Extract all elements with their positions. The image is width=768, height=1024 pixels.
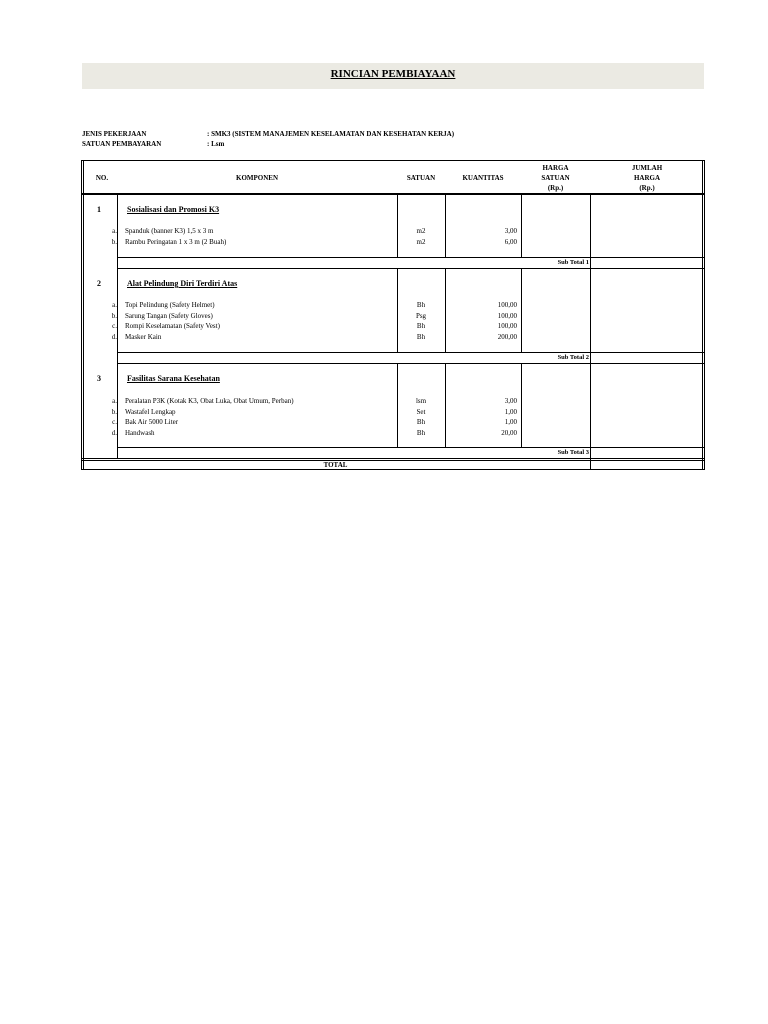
header-komponen: KOMPONEN	[236, 174, 278, 182]
column-rule	[117, 257, 118, 268]
column-rule	[397, 194, 398, 257]
section-number: 3	[97, 374, 101, 383]
meta-label: JENIS PEKERJAAN	[82, 130, 147, 138]
column-rule	[590, 352, 591, 363]
table-border-left	[81, 160, 82, 470]
column-rule	[117, 194, 118, 257]
column-rule	[117, 447, 118, 458]
item-qty: 3,00	[504, 397, 517, 405]
subtotal-rule-bottom	[117, 268, 704, 269]
item-unit: Bh	[416, 428, 426, 437]
column-rule	[590, 363, 591, 447]
total-label: TOTAL	[323, 461, 348, 469]
item-name: Rompi Keselamatan (Safety Vest)	[125, 322, 220, 330]
item-letter: a.	[112, 397, 117, 405]
header-harga-satuan: HARGA	[542, 164, 569, 172]
subtotal-label: Sub Total 1	[557, 259, 589, 266]
item-unit: Bh	[416, 322, 426, 330]
item-qty: 1,00	[504, 418, 517, 426]
column-rule	[521, 194, 522, 257]
header-jumlah-harga: JUMLAH	[631, 164, 663, 172]
item-unit: Psg	[415, 311, 427, 320]
meta-value: : SMK3 (SISTEM MANAJEMEN KESELAMATAN DAN KESEHATAN KERJA)	[207, 130, 455, 138]
column-rule	[590, 257, 591, 268]
header-jumlah-harga: (Rp.)	[639, 184, 655, 192]
item-name: Handwash	[125, 428, 155, 437]
header-kuantitas: KUANTITAS	[462, 174, 504, 182]
item-unit: Bh	[416, 418, 426, 426]
column-rule	[590, 447, 591, 458]
item-name: Masker Kain	[125, 332, 162, 341]
header-satuan: SATUAN	[406, 174, 436, 182]
item-qty: 20,00	[501, 428, 517, 437]
item-qty: 100,00	[497, 301, 517, 309]
item-unit: Set	[416, 407, 426, 416]
section-title: Alat Pelindung Diri Terdiri Atas	[127, 279, 238, 288]
item-name: Topi Pelindung (Safety Helmet)	[125, 301, 215, 309]
header-rule-double	[81, 194, 705, 195]
item-letter: d.	[111, 428, 117, 437]
table-border-right	[704, 160, 705, 470]
column-rule	[117, 363, 118, 447]
item-letter: b.	[111, 237, 117, 246]
subtotal-rule-top	[117, 447, 704, 448]
subtotal-rule-top	[117, 352, 704, 353]
section-title: Sosialisasi dan Promosi K3	[127, 205, 220, 214]
item-name: Bak Air 5000 Liter	[125, 418, 179, 426]
item-qty: 100,00	[497, 322, 517, 330]
subtotal-rule-top	[117, 257, 704, 258]
subtotal-label: Sub Total 3	[557, 449, 589, 456]
section-title: Fasilitas Sarana Kesehatan	[127, 374, 220, 383]
item-unit: Bh	[416, 332, 426, 341]
column-rule	[590, 194, 591, 257]
item-letter: a.	[112, 227, 117, 235]
item-name: Peralatan P3K (Kotak K3, Obat Luka, Obat Umum, Perban)	[125, 397, 294, 405]
column-rule	[445, 194, 446, 257]
header-no: NO.	[95, 174, 109, 182]
cost-table	[81, 160, 705, 470]
header-harga-satuan: SATUAN	[541, 174, 570, 182]
section-number: 1	[97, 205, 101, 214]
meta-label: SATUAN PEMBAYARAN	[82, 140, 162, 148]
item-letter: c.	[112, 418, 117, 426]
item-letter: b.	[111, 311, 117, 320]
header-harga-satuan: (Rp.)	[547, 184, 564, 192]
item-qty: 1,00	[504, 407, 517, 416]
item-name: Rambu Peringatan 1 x 3 m (2 Buah)	[125, 237, 227, 246]
section-number: 2	[97, 279, 101, 288]
page-title: RINCIAN PEMBIAYAAN	[330, 68, 456, 80]
item-name: Spanduk (banner K3) 1,5 x 3 m	[125, 227, 214, 235]
item-qty: 3,00	[504, 227, 517, 235]
column-rule	[117, 268, 118, 352]
item-letter: b.	[111, 407, 117, 416]
item-name: Wastafel Lengkap	[125, 407, 176, 416]
item-letter: a.	[112, 301, 117, 309]
total-rule-top	[81, 458, 705, 459]
column-rule	[521, 268, 522, 352]
item-letter: c.	[112, 322, 117, 330]
subtotal-label: Sub Total 2	[557, 354, 589, 361]
subtotal-rule-bottom	[117, 363, 704, 364]
title-bar	[82, 63, 704, 89]
table-border-top	[81, 160, 705, 161]
column-rule	[590, 268, 591, 352]
meta-value: : Lsm	[207, 140, 225, 148]
item-unit: lsm	[415, 397, 427, 405]
item-letter: d.	[111, 332, 117, 341]
table-border-bottom	[81, 469, 705, 470]
column-rule	[521, 363, 522, 447]
item-unit: Bh	[416, 301, 426, 309]
item-unit: m2	[416, 227, 426, 235]
item-unit: m2	[416, 237, 426, 246]
item-name: Sarung Tangan (Safety Gloves)	[125, 311, 213, 320]
header-jumlah-harga: HARGA	[633, 174, 661, 182]
item-qty: 200,00	[497, 332, 517, 341]
table-border-left-inner	[83, 160, 84, 470]
item-qty: 6,00	[504, 237, 517, 246]
table-border-right-inner	[702, 160, 703, 470]
item-qty: 100,00	[497, 311, 517, 320]
column-rule	[117, 352, 118, 363]
